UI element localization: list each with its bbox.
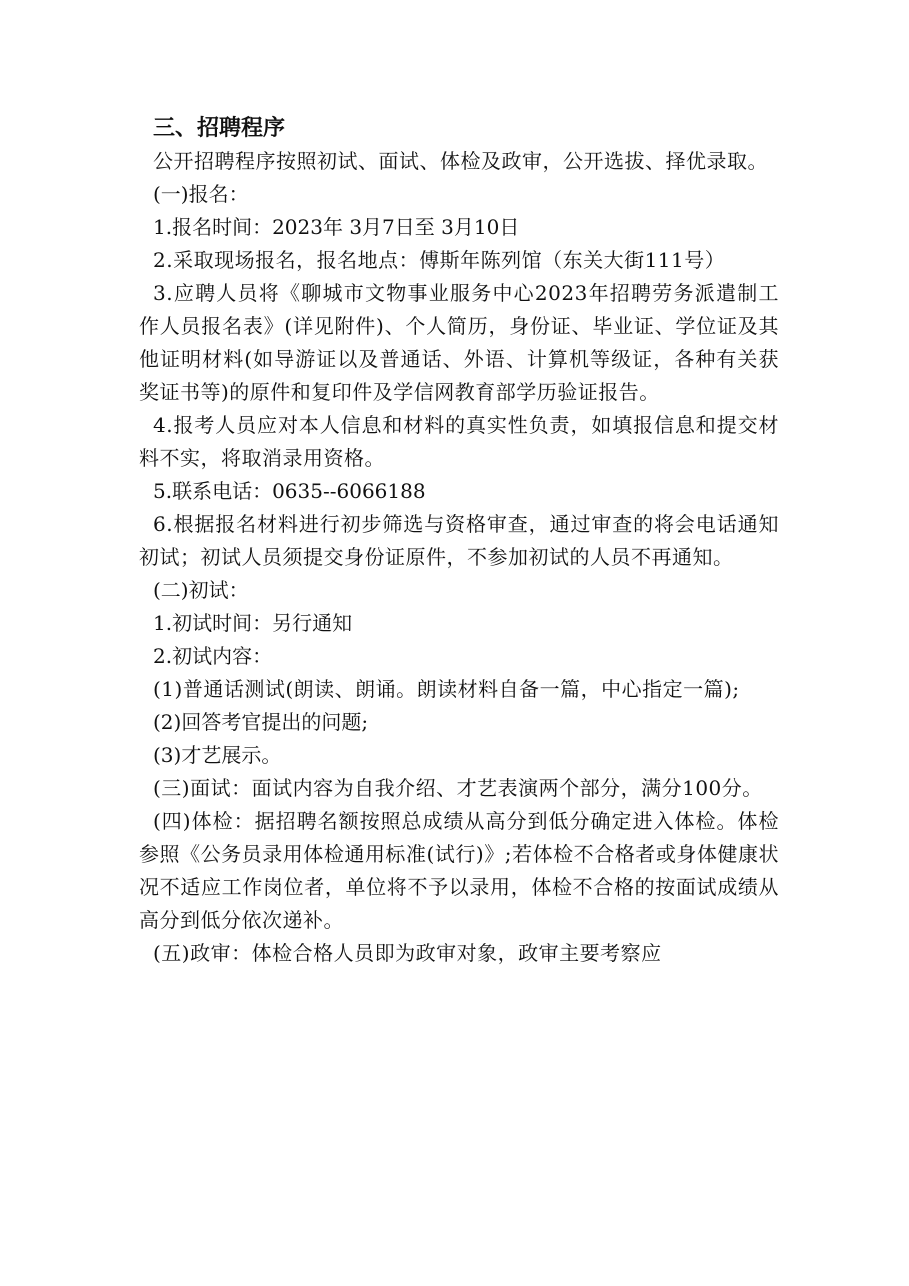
preliminary-questions: (2)回答考官提出的问题; [153, 710, 369, 734]
intro-paragraph: 公开招聘程序按照初试、面试、体检及政审，公开选拔、择优录取。 [153, 149, 768, 173]
preliminary-heading: (二)初试： [153, 578, 249, 602]
preliminary-content-label: 2.初试内容： [153, 644, 273, 668]
preliminary-mandarin-test: (1)普通话测试(朗读、朗诵。朗读材料自备一篇，中心指定一篇); [153, 677, 740, 701]
registration-materials: 3.应聘人员将《聊城市文物事业服务中心2023年招聘劳务派遣制工作人员报名表》(详见附件)、个人简历，身份证、毕业证、学位证及其他证明材料(如导游证以及普通话、外语、计算机等级证，各种有关获奖证书等)的原件和复印件及学信网教育部学历验证报告。 [139, 281, 779, 404]
section-title: 三、招聘程序 [153, 116, 286, 141]
preliminary-time: 1.初试时间：另行通知 [153, 611, 353, 635]
registration-authenticity: 4.报考人员应对本人信息和材料的真实性负责，如填报信息和提交材料不实，将取消录用资格。 [139, 413, 779, 470]
preliminary-talent: (3)才艺展示。 [153, 743, 282, 767]
document-body [139, 112, 779, 970]
physical-exam-paragraph: (四)体检：据招聘名额按照总成绩从高分到低分确定进入体检。体检参照《公务员录用体检通用标准(试行)》;若体检不合格者或身体健康状况不适应工作岗位者，单位将不予以录用，体检不合格的按面试成绩从高分到低分依次递补。 [139, 809, 779, 932]
registration-time: 1.报名时间：2023年 3月7日至 3月10日 [153, 215, 520, 239]
political-review-paragraph: (五)政审：体检合格人员即为政审对象，政审主要考察应 [153, 941, 662, 965]
registration-phone: 5.联系电话：0635--6066188 [153, 479, 426, 503]
registration-screening: 6.根据报名材料进行初步筛选与资格审查，通过审查的将会电话通知初试；初试人员须提交身份证原件，不参加初试的人员不再通知。 [139, 512, 779, 569]
registration-location: 2.采取现场报名，报名地点：傅斯年陈列馆（东关大街111号） [153, 248, 726, 272]
registration-heading: (一)报名： [153, 182, 249, 206]
interview-paragraph: (三)面试：面试内容为自我介绍、才艺表演两个部分，满分100分。 [153, 776, 763, 800]
